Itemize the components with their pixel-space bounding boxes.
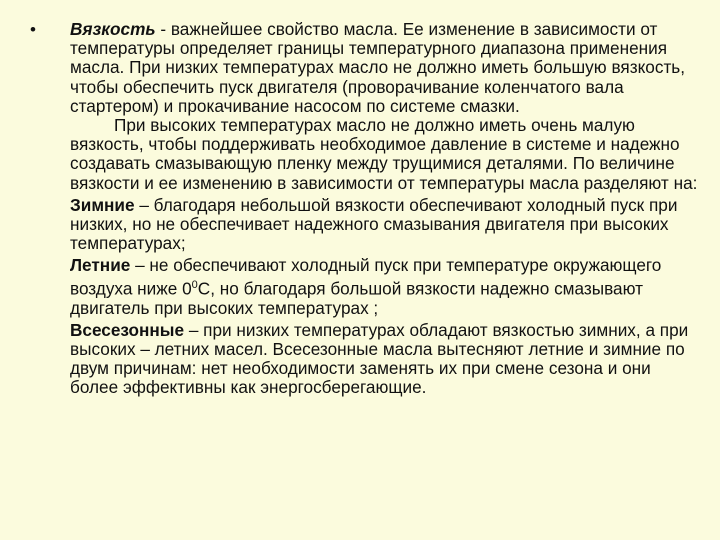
allseason-oils-paragraph [70, 321, 700, 398]
viscosity-term: Вязкость [70, 19, 156, 39]
summer-text-before: – не обеспечивают холодный пуск при температуре окружающего воздуха ниже 0 [70, 255, 662, 299]
winter-text: – благодаря небольшой вязкости обеспечивают холодный пуск при низких, но не обеспечивает надежного смазывания двигателя при высоких температурах; [70, 194, 678, 254]
allseason-term: Всесезонные [70, 319, 185, 340]
slide-text [70, 20, 700, 398]
winter-term: Зимние [70, 194, 135, 215]
bullet-marker: • [30, 20, 36, 39]
summer-oils-paragraph [70, 256, 700, 317]
summer-text-after: С, но благодаря большой вязкости надежно смазывают двигатель при высоких температурах ; [70, 278, 643, 318]
high-temperature-paragraph: При высоких температурах масло не должно иметь очень малую вязкость, чтобы поддерживать необходимое давление в системе и надежно создавать смазывающую пленку между трущимися деталями. По величине вязкости и ее изменению в зависимости от температуры масла разделяют на: [70, 115, 698, 193]
summer-term: Летние [70, 255, 131, 276]
winter-oils-paragraph [70, 196, 700, 254]
viscosity-text: - важнейшее свойство масла. Ее изменение в зависимости от температуры определяет границы температурного диапазона применения масла. При низких температурах масло не должно иметь большую вязкость, чтобы обеспечить пуск двигателя (проворачивание коленчатого вала стартером) и прокачивание насосом по системе смазки. [70, 19, 686, 116]
degree-superscript: 0 [191, 278, 198, 291]
allseason-text: – при низких температурах обладают вязкостью зимних, а при высоких – летних масел. Всесезонные масла вытесняют летние и зимние по двум причинам: нет необходимости заменять их при смене сезона и они более эффективны как энергосберегающие. [70, 319, 689, 398]
viscosity-paragraph [70, 20, 700, 116]
